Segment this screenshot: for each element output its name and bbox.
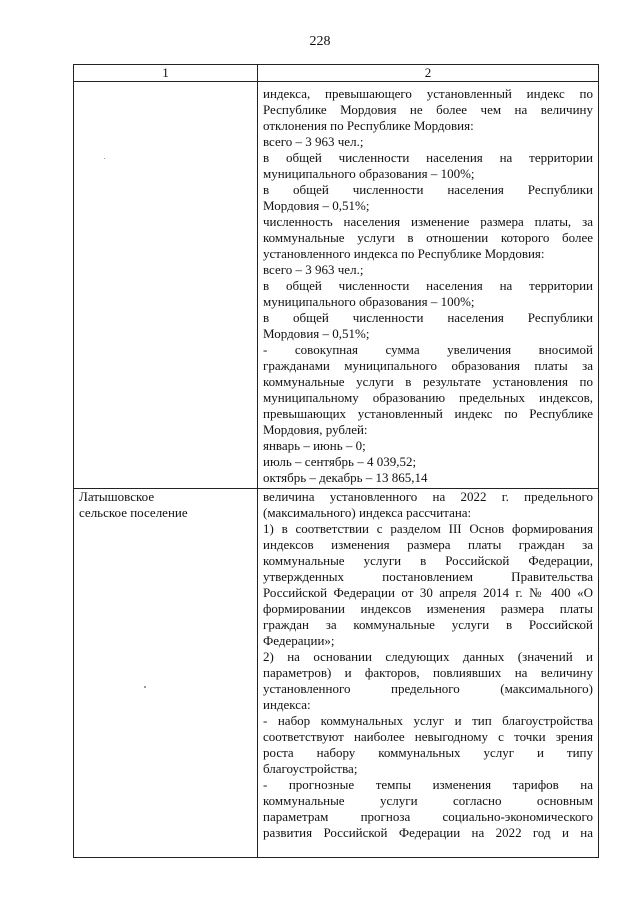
text-line: индекса: bbox=[263, 697, 311, 712]
text-line: величина установленного на 2022 г. предельного bbox=[263, 489, 593, 504]
text-line: - прогнозные темпы изменения тарифов на bbox=[263, 777, 593, 792]
text-line: в общей численности населения на территории bbox=[263, 278, 593, 293]
municipality-name-line: сельское поселение bbox=[79, 505, 188, 520]
text-line: муниципального образования – 100%; bbox=[263, 294, 475, 309]
text-line: индекса, превышающего установленный индекс по bbox=[263, 86, 593, 101]
text-line: превышающих установленный индекс по Республике bbox=[263, 406, 593, 421]
text-line: всего – 3 963 чел.; bbox=[263, 134, 364, 149]
data-table bbox=[73, 64, 599, 858]
table-cell-municipality bbox=[74, 489, 258, 858]
text-line: коммунальные услуги в отношении которого более bbox=[263, 230, 593, 245]
municipality-name-line: Латышовское bbox=[79, 489, 155, 504]
text-line: коммунальные услуги в Российской Федерации, bbox=[263, 553, 593, 568]
column-header-2: 2 bbox=[258, 65, 599, 82]
column-header-1: 1 bbox=[74, 65, 258, 82]
table-row bbox=[74, 82, 599, 489]
text-line: коммунальные услуги в результате установления по bbox=[263, 374, 593, 389]
text-line: роста набору коммунальных услуг и типу bbox=[263, 745, 593, 760]
table-cell-description bbox=[258, 82, 599, 489]
text-line: в общей численности населения на территории bbox=[263, 150, 593, 165]
text-line: отклонения по Республике Мордовия: bbox=[263, 118, 474, 133]
text-line: 2) на основании следующих данных (значений и bbox=[263, 649, 593, 664]
text-line: - совокупная сумма увеличения вносимой bbox=[263, 342, 593, 357]
table-header-row bbox=[74, 65, 599, 82]
text-line: граждан за коммунальные услуги в Российской bbox=[263, 617, 593, 632]
text-line: развития Российской Федерации на 2022 год и на bbox=[263, 825, 593, 840]
text-line: установленного предельного (максимального) bbox=[263, 681, 593, 696]
text-line: июль – сентябрь – 4 039,52; bbox=[263, 454, 417, 469]
text-line: 1) в соответствии с разделом III Основ формирования bbox=[263, 521, 593, 536]
scan-speck bbox=[104, 158, 105, 159]
text-line: муниципальному образованию предельных индексов, bbox=[263, 390, 593, 405]
text-line: Мордовия – 0,51%; bbox=[263, 326, 370, 341]
text-line: утвержденных постановлением Правительства bbox=[263, 569, 593, 584]
text-line: (максимального) индекса рассчитана: bbox=[263, 505, 472, 520]
text-line: муниципального образования – 100%; bbox=[263, 166, 475, 181]
text-line: соответствуют наиболее невыгодному с точки зрения bbox=[263, 729, 593, 744]
text-line: всего – 3 963 чел.; bbox=[263, 262, 364, 277]
text-line: в общей численности населения Республики bbox=[263, 310, 593, 325]
scan-speck bbox=[144, 686, 146, 688]
text-line: коммунальные услуги согласно основным bbox=[263, 793, 593, 808]
text-line: Федерации»; bbox=[263, 633, 335, 648]
text-line: параметров) и факторов, повлиявших на величину bbox=[263, 665, 593, 680]
table-row bbox=[74, 489, 599, 858]
text-line: индексов изменения размера платы граждан за bbox=[263, 537, 593, 552]
text-line: установленного индекса по Республике Мордовия: bbox=[263, 246, 545, 261]
text-line: гражданами муниципального образования платы за bbox=[263, 358, 593, 373]
text-line: Республике Мордовия не более чем на величину bbox=[263, 102, 593, 117]
text-line: параметрам прогноза социально-экономического bbox=[263, 809, 593, 824]
text-line: Мордовия – 0,51%; bbox=[263, 198, 370, 213]
text-line: - набор коммунальных услуг и тип благоустройства bbox=[263, 713, 593, 728]
text-line: Российской Федерации от 30 апреля 2014 г. № 400 «О bbox=[263, 585, 593, 600]
text-line: октябрь – декабрь – 13 865,14 bbox=[263, 470, 428, 485]
text-line: в общей численности населения Республики bbox=[263, 182, 593, 197]
table-cell-description bbox=[258, 489, 599, 858]
text-line: численность населения изменение размера платы, за bbox=[263, 214, 593, 229]
text-line: Мордовия, рублей: bbox=[263, 422, 368, 437]
text-line: январь – июнь – 0; bbox=[263, 438, 366, 453]
text-line: благоустройства; bbox=[263, 761, 358, 776]
text-line: формировании индексов изменения размера платы bbox=[263, 601, 593, 616]
table-cell-municipality bbox=[74, 82, 258, 489]
page-number: 228 bbox=[309, 34, 331, 49]
